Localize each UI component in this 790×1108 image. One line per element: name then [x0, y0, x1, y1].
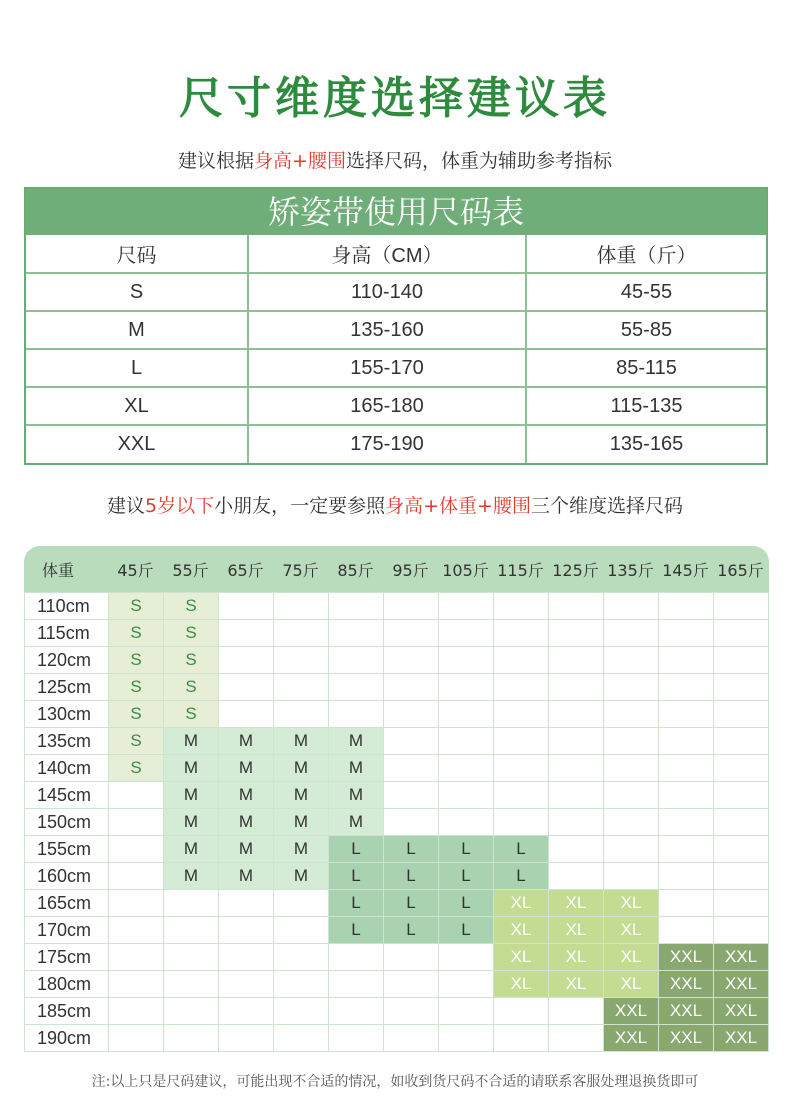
- grid-size-cell: [714, 593, 769, 620]
- grid-size-cell: M: [329, 809, 384, 836]
- grid-size-cell: XXL: [659, 971, 714, 998]
- grid-size-cell: [714, 890, 769, 917]
- grid-size-cell: [109, 944, 164, 971]
- grid-size-cell: M: [164, 836, 219, 863]
- grid-size-cell: [659, 728, 714, 755]
- grid-size-cell: [219, 701, 274, 728]
- grid-size-cell: L: [384, 890, 439, 917]
- grid-size-cell: L: [329, 863, 384, 890]
- grid-row: [25, 971, 769, 998]
- grid-size-cell: M: [274, 728, 329, 755]
- grid-size-cell: [439, 944, 494, 971]
- grid-weight-header: 75斤: [282, 560, 319, 580]
- cell-weight: 55-85: [526, 311, 766, 349]
- grid-size-cell: [439, 728, 494, 755]
- grid-size-cell: [714, 917, 769, 944]
- subtitle-post: 选择尺码，体重为辅助参考指标: [345, 150, 612, 172]
- kids-note-dims: 身高+体重+腰围: [385, 495, 531, 517]
- col-height: 身高（CM）: [248, 235, 526, 273]
- table-row: [26, 311, 766, 349]
- grid-size-cell: [274, 593, 329, 620]
- grid-size-cell: M: [274, 863, 329, 890]
- grid-height-label: 170cm: [25, 917, 109, 944]
- grid-size-cell: M: [274, 836, 329, 863]
- grid-size-cell: [604, 836, 659, 863]
- grid-size-cell: L: [439, 917, 494, 944]
- grid-weight-header: 125斤: [552, 560, 599, 580]
- grid-size-cell: XXL: [604, 1025, 659, 1052]
- grid-height-label: 120cm: [25, 647, 109, 674]
- grid-size-cell: [109, 890, 164, 917]
- grid-size-cell: [549, 647, 604, 674]
- table-row: [26, 425, 766, 463]
- grid-weight-header: 165斤: [717, 560, 764, 580]
- grid-size-cell: [329, 998, 384, 1025]
- grid-size-cell: XXL: [659, 944, 714, 971]
- grid-size-cell: L: [329, 836, 384, 863]
- grid-size-cell: [604, 593, 659, 620]
- grid-size-cell: [329, 944, 384, 971]
- grid-size-cell: [164, 890, 219, 917]
- grid-height-label: 160cm: [25, 863, 109, 890]
- grid-size-cell: [384, 1025, 439, 1052]
- grid-size-cell: [219, 917, 274, 944]
- grid-size-cell: [384, 971, 439, 998]
- grid-size-cell: [274, 890, 329, 917]
- grid-size-cell: [109, 836, 164, 863]
- grid-size-cell: XXL: [714, 998, 769, 1025]
- grid-size-cell: M: [219, 755, 274, 782]
- grid-size-cell: L: [439, 836, 494, 863]
- subtitle-highlight: 身高+腰围: [254, 150, 346, 172]
- grid-size-cell: XL: [494, 944, 549, 971]
- grid-size-cell: [494, 755, 549, 782]
- grid-size-cell: [659, 890, 714, 917]
- grid-size-cell: L: [384, 917, 439, 944]
- grid-size-cell: [549, 701, 604, 728]
- grid-size-cell: [604, 809, 659, 836]
- grid-row: [25, 755, 769, 782]
- grid-row: [25, 917, 769, 944]
- col-weight: 体重（斤）: [526, 235, 766, 273]
- grid-height-label: 150cm: [25, 809, 109, 836]
- kids-note: [0, 491, 790, 518]
- grid-size-cell: [219, 674, 274, 701]
- grid-size-cell: [439, 593, 494, 620]
- grid-size-cell: [164, 917, 219, 944]
- grid-size-cell: [109, 917, 164, 944]
- grid-row: [25, 782, 769, 809]
- grid-row: [25, 728, 769, 755]
- kids-note-a: 建议: [107, 495, 146, 517]
- grid-size-cell: [604, 701, 659, 728]
- grid-size-cell: S: [164, 620, 219, 647]
- grid-size-cell: [494, 647, 549, 674]
- cell-height: 165-180: [248, 387, 526, 425]
- grid-weight-header: 135斤: [607, 560, 654, 580]
- grid-size-cell: [549, 674, 604, 701]
- grid-size-cell: [549, 620, 604, 647]
- grid-size-cell: [604, 755, 659, 782]
- grid-size-cell: [384, 647, 439, 674]
- kids-note-c: 小朋友，一定要参照: [214, 495, 386, 517]
- grid-size-cell: L: [494, 836, 549, 863]
- grid-size-cell: [549, 863, 604, 890]
- grid-size-cell: [494, 593, 549, 620]
- grid-size-cell: XXL: [714, 1025, 769, 1052]
- grid-row: [25, 944, 769, 971]
- grid-size-cell: [384, 674, 439, 701]
- grid-size-cell: [384, 782, 439, 809]
- grid-size-cell: M: [164, 782, 219, 809]
- grid-size-cell: XL: [549, 944, 604, 971]
- grid-size-cell: M: [329, 728, 384, 755]
- grid-size-cell: S: [164, 674, 219, 701]
- grid-size-cell: M: [164, 809, 219, 836]
- grid-size-cell: [714, 809, 769, 836]
- grid-row: [25, 863, 769, 890]
- grid-size-cell: [384, 998, 439, 1025]
- grid-row: [25, 890, 769, 917]
- grid-size-cell: [494, 1025, 549, 1052]
- grid-size-cell: [549, 998, 604, 1025]
- grid-size-cell: [329, 971, 384, 998]
- grid-row: [25, 647, 769, 674]
- grid-size-cell: L: [439, 890, 494, 917]
- grid-size-cell: [384, 944, 439, 971]
- grid-size-cell: [109, 998, 164, 1025]
- grid-size-cell: [659, 917, 714, 944]
- grid-size-cell: M: [274, 755, 329, 782]
- table-row: [26, 273, 766, 311]
- grid-height-label: 140cm: [25, 755, 109, 782]
- grid-weight-header: 95斤: [392, 560, 429, 580]
- grid-size-cell: [274, 674, 329, 701]
- cell-size: XXL: [26, 425, 248, 463]
- grid-size-cell: [329, 593, 384, 620]
- grid-height-label: 110cm: [25, 593, 109, 620]
- grid-row: [25, 620, 769, 647]
- grid-size-cell: [109, 809, 164, 836]
- grid-size-cell: [109, 1025, 164, 1052]
- grid-size-cell: [659, 620, 714, 647]
- grid-size-cell: [494, 809, 549, 836]
- table-row: [26, 387, 766, 425]
- grid-weight-header: 115斤: [497, 560, 544, 580]
- size-table: [24, 187, 768, 465]
- kids-note-e: 三个维度选择尺码: [530, 495, 683, 517]
- grid-size-cell: [274, 701, 329, 728]
- grid-size-cell: [604, 782, 659, 809]
- grid-weight-header: 85斤: [337, 560, 374, 580]
- grid-size-cell: L: [329, 890, 384, 917]
- grid-size-cell: [494, 674, 549, 701]
- grid-size-cell: [384, 701, 439, 728]
- grid-size-cell: [549, 782, 604, 809]
- grid-size-cell: XL: [494, 917, 549, 944]
- grid-height-label: 145cm: [25, 782, 109, 809]
- size-grid-header: [24, 546, 769, 592]
- grid-size-cell: [109, 782, 164, 809]
- grid-size-cell: [659, 863, 714, 890]
- grid-size-cell: [714, 836, 769, 863]
- cell-weight: 135-165: [526, 425, 766, 463]
- grid-size-cell: [604, 620, 659, 647]
- grid-size-cell: [219, 998, 274, 1025]
- grid-size-cell: [714, 647, 769, 674]
- grid-size-cell: [164, 1025, 219, 1052]
- grid-weight-header: 45斤: [117, 560, 154, 580]
- grid-size-cell: M: [219, 782, 274, 809]
- grid-size-cell: S: [109, 728, 164, 755]
- kids-note-age: 5岁以下: [145, 495, 215, 517]
- grid-size-cell: M: [219, 836, 274, 863]
- grid-size-cell: [109, 971, 164, 998]
- grid-size-cell: L: [384, 863, 439, 890]
- grid-size-cell: L: [439, 863, 494, 890]
- grid-size-cell: [439, 998, 494, 1025]
- page-title: 尺寸维度选择建议表: [179, 73, 611, 124]
- grid-height-label: 155cm: [25, 836, 109, 863]
- size-grid-body: [24, 592, 769, 1052]
- grid-row: [25, 593, 769, 620]
- grid-size-cell: XL: [604, 944, 659, 971]
- grid-size-cell: [384, 620, 439, 647]
- grid-size-cell: [714, 701, 769, 728]
- grid-size-cell: XL: [494, 890, 549, 917]
- grid-size-cell: M: [329, 755, 384, 782]
- grid-height-label: 115cm: [25, 620, 109, 647]
- grid-size-cell: L: [494, 863, 549, 890]
- grid-size-cell: XL: [604, 890, 659, 917]
- grid-size-cell: [329, 1025, 384, 1052]
- cell-weight: 115-135: [526, 387, 766, 425]
- grid-size-cell: [384, 728, 439, 755]
- grid-size-cell: XXL: [659, 1025, 714, 1052]
- grid-size-cell: [219, 890, 274, 917]
- footer-note: 注:以上只是尺码建议，可能出现不合适的情况，如收到货尺码不合适的请联系客服处理退换货即可: [91, 1074, 699, 1090]
- grid-size-cell: M: [164, 863, 219, 890]
- grid-size-cell: M: [219, 863, 274, 890]
- grid-size-cell: [439, 809, 494, 836]
- grid-size-cell: [714, 728, 769, 755]
- grid-size-cell: [659, 809, 714, 836]
- grid-height-label: 185cm: [25, 998, 109, 1025]
- grid-size-cell: [384, 593, 439, 620]
- grid-size-cell: [384, 809, 439, 836]
- grid-size-cell: [274, 1025, 329, 1052]
- grid-size-cell: L: [384, 836, 439, 863]
- grid-size-cell: [494, 728, 549, 755]
- grid-size-cell: M: [219, 728, 274, 755]
- grid-size-cell: [274, 917, 329, 944]
- grid-size-cell: S: [109, 674, 164, 701]
- grid-size-cell: [494, 998, 549, 1025]
- grid-size-cell: [659, 755, 714, 782]
- grid-size-cell: XL: [549, 917, 604, 944]
- grid-height-label: 190cm: [25, 1025, 109, 1052]
- size-table-heading: 矫姿带使用尺码表: [26, 189, 766, 235]
- subtitle: [0, 146, 790, 173]
- grid-size-cell: [439, 1025, 494, 1052]
- grid-size-cell: XXL: [714, 944, 769, 971]
- col-size: 尺码: [26, 235, 248, 273]
- grid-size-cell: [604, 863, 659, 890]
- grid-size-cell: XXL: [659, 998, 714, 1025]
- grid-size-cell: S: [109, 593, 164, 620]
- grid-size-cell: [714, 620, 769, 647]
- grid-size-cell: [549, 1025, 604, 1052]
- grid-size-cell: S: [109, 620, 164, 647]
- grid-size-cell: [219, 593, 274, 620]
- grid-size-cell: [659, 647, 714, 674]
- grid-size-cell: [274, 944, 329, 971]
- grid-size-cell: [604, 674, 659, 701]
- grid-size-cell: [604, 728, 659, 755]
- grid-height-label: 165cm: [25, 890, 109, 917]
- grid-size-cell: [439, 620, 494, 647]
- grid-size-cell: [164, 998, 219, 1025]
- grid-weight-header: 145斤: [662, 560, 709, 580]
- grid-size-cell: S: [164, 647, 219, 674]
- grid-size-cell: [494, 701, 549, 728]
- grid-size-cell: [439, 782, 494, 809]
- grid-size-cell: [329, 647, 384, 674]
- grid-row: [25, 836, 769, 863]
- size-table-header-row: [26, 235, 766, 273]
- table-row: [26, 349, 766, 387]
- grid-size-cell: [494, 782, 549, 809]
- cell-height: 110-140: [248, 273, 526, 311]
- grid-weight-header: 105斤: [442, 560, 489, 580]
- grid-row: [25, 674, 769, 701]
- cell-size: S: [26, 273, 248, 311]
- cell-weight: 85-115: [526, 349, 766, 387]
- cell-size: XL: [26, 387, 248, 425]
- grid-size-cell: M: [164, 755, 219, 782]
- grid-size-cell: [439, 755, 494, 782]
- grid-size-cell: S: [164, 701, 219, 728]
- grid-size-cell: [714, 863, 769, 890]
- grid-size-cell: [549, 836, 604, 863]
- grid-size-cell: [219, 620, 274, 647]
- grid-size-cell: [384, 755, 439, 782]
- grid-size-cell: M: [164, 728, 219, 755]
- grid-size-cell: [274, 998, 329, 1025]
- grid-height-label: 180cm: [25, 971, 109, 998]
- grid-size-cell: [219, 647, 274, 674]
- grid-size-cell: [549, 755, 604, 782]
- grid-size-cell: [714, 755, 769, 782]
- size-table-body: [26, 235, 766, 463]
- grid-size-cell: [659, 593, 714, 620]
- grid-size-cell: M: [274, 782, 329, 809]
- grid-size-cell: [219, 971, 274, 998]
- grid-size-cell: XXL: [604, 998, 659, 1025]
- grid-size-cell: [549, 728, 604, 755]
- grid-height-label: 130cm: [25, 701, 109, 728]
- grid-size-cell: S: [109, 647, 164, 674]
- grid-size-cell: [604, 647, 659, 674]
- grid-size-cell: XL: [549, 890, 604, 917]
- grid-size-cell: S: [164, 593, 219, 620]
- grid-size-cell: [549, 593, 604, 620]
- grid-size-cell: [494, 620, 549, 647]
- grid-corner-label: 体重: [42, 560, 75, 580]
- grid-size-cell: M: [329, 782, 384, 809]
- grid-size-cell: [439, 971, 494, 998]
- grid-row: [25, 701, 769, 728]
- grid-size-cell: L: [329, 917, 384, 944]
- cell-size: L: [26, 349, 248, 387]
- grid-size-cell: [274, 620, 329, 647]
- grid-size-cell: [439, 701, 494, 728]
- grid-size-cell: [659, 674, 714, 701]
- grid-size-cell: M: [274, 809, 329, 836]
- grid-size-cell: M: [219, 809, 274, 836]
- grid-size-cell: S: [109, 701, 164, 728]
- cell-weight: 45-55: [526, 273, 766, 311]
- subtitle-pre: 建议根据: [178, 150, 255, 172]
- grid-weight-header: 65斤: [227, 560, 264, 580]
- grid-row: [25, 1025, 769, 1052]
- grid-size-cell: [329, 620, 384, 647]
- grid-size-cell: [439, 674, 494, 701]
- grid-size-cell: [714, 674, 769, 701]
- grid-size-cell: [714, 782, 769, 809]
- grid-weight-header: 55斤: [172, 560, 209, 580]
- grid-height-label: 125cm: [25, 674, 109, 701]
- grid-row: [25, 809, 769, 836]
- grid-size-cell: [659, 836, 714, 863]
- cell-height: 175-190: [248, 425, 526, 463]
- grid-size-cell: XL: [494, 971, 549, 998]
- cell-height: 135-160: [248, 311, 526, 349]
- grid-size-cell: [164, 944, 219, 971]
- grid-size-cell: [329, 674, 384, 701]
- grid-height-label: 135cm: [25, 728, 109, 755]
- grid-height-label: 175cm: [25, 944, 109, 971]
- grid-size-cell: [274, 971, 329, 998]
- grid-size-cell: [329, 701, 384, 728]
- grid-size-cell: XL: [604, 917, 659, 944]
- grid-size-cell: [219, 944, 274, 971]
- cell-size: M: [26, 311, 248, 349]
- grid-size-cell: [109, 863, 164, 890]
- grid-size-cell: [164, 971, 219, 998]
- grid-row: [25, 998, 769, 1025]
- grid-size-cell: XL: [604, 971, 659, 998]
- grid-size-cell: [439, 647, 494, 674]
- grid-size-cell: S: [109, 755, 164, 782]
- grid-size-cell: XL: [549, 971, 604, 998]
- grid-size-cell: [549, 809, 604, 836]
- size-grid: [24, 546, 769, 1052]
- cell-height: 155-170: [248, 349, 526, 387]
- grid-size-cell: [659, 782, 714, 809]
- grid-size-cell: [274, 647, 329, 674]
- grid-size-cell: [219, 1025, 274, 1052]
- grid-size-cell: XXL: [714, 971, 769, 998]
- grid-size-cell: [659, 701, 714, 728]
